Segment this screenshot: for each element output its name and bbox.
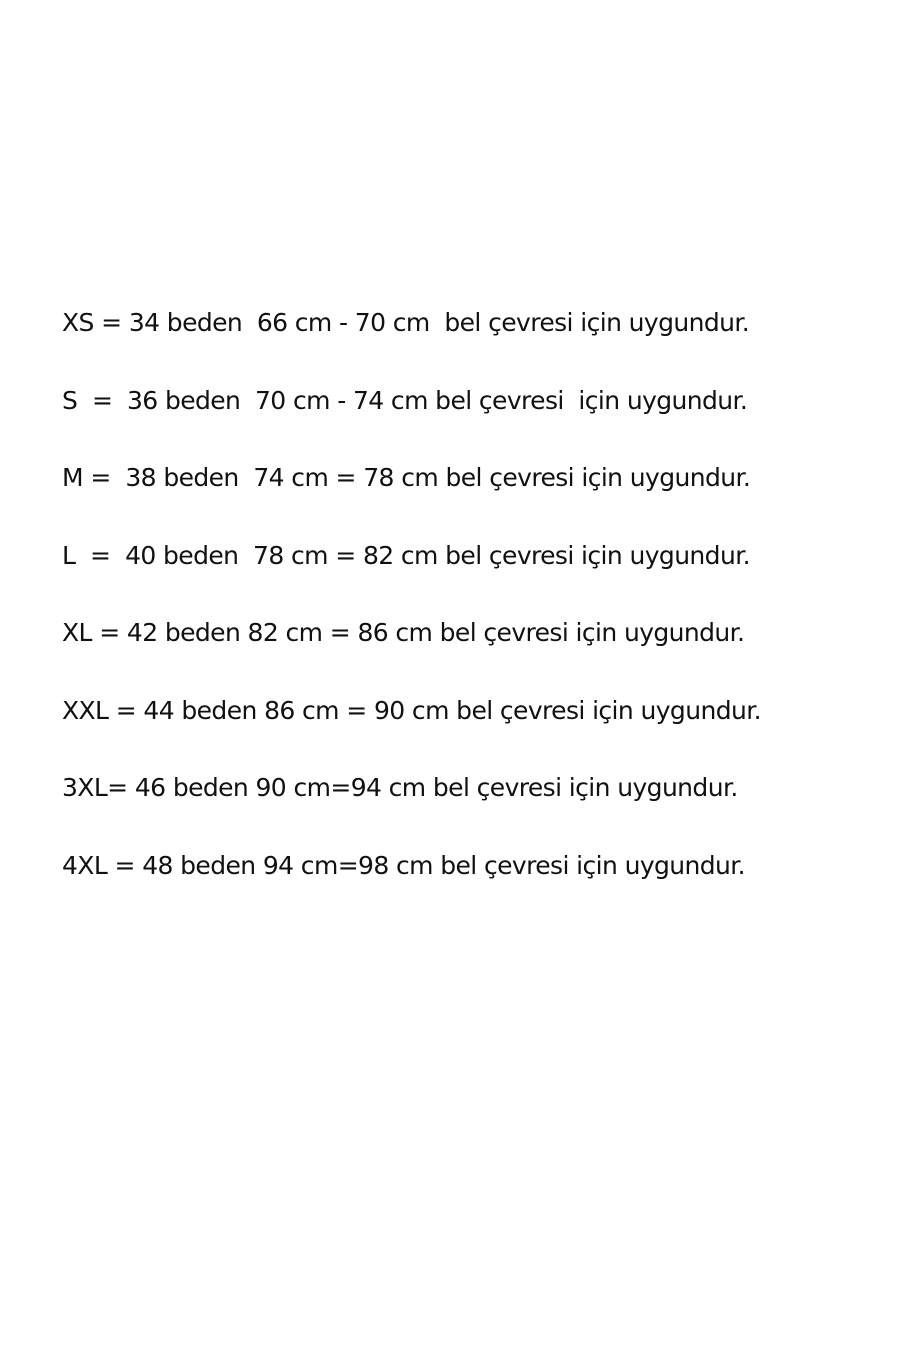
- size-line-xl: XL = 42 beden 82 cm = 86 cm bel çevresi için uygundur.: [62, 618, 745, 647]
- size-line-xs: XS = 34 beden 66 cm - 70 cm bel çevresi için uygundur.: [62, 308, 750, 337]
- size-line-3xl: 3XL= 46 beden 90 cm=94 cm bel çevresi için uygundur.: [62, 773, 738, 802]
- size-line-l: L = 40 beden 78 cm = 82 cm bel çevresi için uygundur.: [62, 540, 750, 570]
- size-line-m: M = 38 beden 74 cm = 78 cm bel çevresi için uygundur.: [62, 463, 751, 492]
- size-line-s: S = 36 beden 70 cm - 74 cm bel çevresi için uygundur.: [62, 385, 748, 415]
- size-line-xxl: XXL = 44 beden 86 cm = 90 cm bel çevresi için uygundur.: [62, 695, 761, 725]
- size-line-4xl: 4XL = 48 beden 94 cm=98 cm bel çevresi için uygundur.: [62, 850, 746, 880]
- size-chart-list: [62, 300, 862, 920]
